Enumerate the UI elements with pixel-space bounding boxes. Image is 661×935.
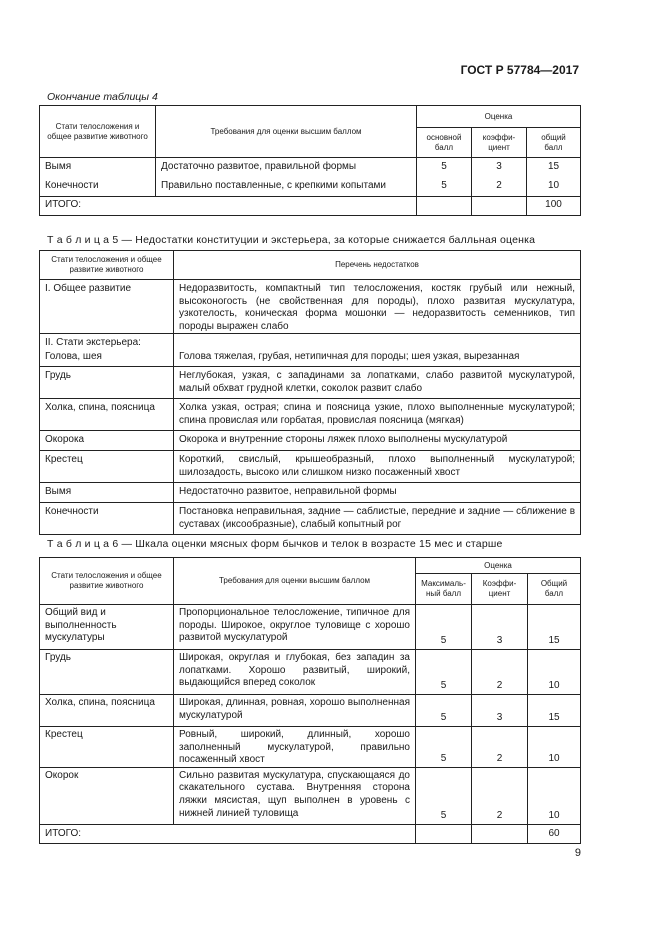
table-row-total xyxy=(40,824,581,843)
table6-header-coef: Коэффи-циент xyxy=(472,574,528,605)
table6-cell-max: 5 xyxy=(416,605,472,650)
table-row xyxy=(40,451,581,483)
table5-cell-text: Окорока и внутренние стороны ляжек плохо выполнены мускулатурой xyxy=(174,431,581,451)
table5-cell-text: Постановка неправильная, задние — саблистые, передние и задние — сближение в суставах (иксообразные), слабый копытный рог xyxy=(174,503,581,535)
table4-cell-base: 5 xyxy=(417,158,472,178)
table6-cell-name: Холка, спина, поясница xyxy=(40,695,174,727)
table5-cell-text: Короткий, свислый, крышеобразный, плохо выполненный мускулатурой; шилозадость, высоко или слишком низко посаженный хвост xyxy=(174,451,581,483)
table6-header-stati: Стати телосложения и общее развитие животного xyxy=(40,558,174,605)
table4-cell-req: Правильно поставленные, с крепкими копытами xyxy=(156,178,417,197)
table-row xyxy=(40,350,581,367)
table4-header-coef: коэффи-циент xyxy=(472,128,527,158)
table4-cell-req: Достаточно развитое, правильной формы xyxy=(156,158,417,178)
table6-cell-name: Крестец xyxy=(40,727,174,768)
table-row xyxy=(40,503,581,535)
table6 xyxy=(39,557,581,844)
table4-header-base: основной балл xyxy=(417,128,472,158)
table-row xyxy=(40,334,581,350)
table-row xyxy=(40,695,581,727)
table6-header-max: Максималь-ный балл xyxy=(416,574,472,605)
table6-cell-max: 5 xyxy=(416,727,472,768)
table-row xyxy=(40,178,581,197)
table6-cell-total: 15 xyxy=(528,605,581,650)
table6-cell-name: Общий вид и выполненность мускулатуры xyxy=(40,605,174,650)
table6-header-requirements: Требования для оценки высшим баллом xyxy=(174,558,416,605)
table6-cell-name: Грудь xyxy=(40,650,174,695)
table4-caption: Окончание таблицы 4 xyxy=(47,91,158,103)
table4-cell-total: 15 xyxy=(527,158,581,178)
table6-cell-max: 5 xyxy=(416,695,472,727)
table-row xyxy=(40,650,581,695)
table6-cell-total: 15 xyxy=(528,695,581,727)
table6-total-value: 60 xyxy=(528,824,581,843)
table4-cell-coef: 3 xyxy=(472,158,527,178)
table4-header-stati: Стати телосложения и общее развитие животного xyxy=(40,106,156,158)
table5-cell-text: Неглубокая, узкая, с западинами за лопатками, слабо развитой мускулатурой, малый обхват грудной клетки, соколок развит слабо xyxy=(174,367,581,399)
table5-cell-text: Недостаточно развитое, неправильной формы xyxy=(174,483,581,503)
table5-cell-text: Холка узкая, острая; спина и поясница узкие, плохо выполненные мускулатурой; спина провислая или горбатая, провислая поясница (мягкая) xyxy=(174,399,581,431)
table6-total-label: ИТОГО: xyxy=(40,824,416,843)
table6-header-total: Общий балл xyxy=(528,574,581,605)
table5-header-defects: Перечень недостатков xyxy=(174,251,581,280)
table4-header-total: общий балл xyxy=(527,128,581,158)
table5-cell-name: Конечности xyxy=(40,503,174,535)
table-row xyxy=(40,367,581,399)
table5-cell-name: Холка, спина, поясница xyxy=(40,399,174,431)
table-row xyxy=(40,399,581,431)
table6-cell-coef: 3 xyxy=(472,605,528,650)
table6-header-score: Оценка xyxy=(416,558,581,574)
table5-cell-name: Грудь xyxy=(40,367,174,399)
table-row xyxy=(40,767,581,824)
table-row xyxy=(40,158,581,178)
table6-cell-coef: 2 xyxy=(472,727,528,768)
table6-cell-total: 10 xyxy=(528,650,581,695)
table6-cell-req: Ровный, широкий, длинный, хорошо заполненный мускулатурой, правильно посаженный хвост xyxy=(174,727,416,768)
page-number: 9 xyxy=(574,847,581,859)
table5-cell-name: Вымя xyxy=(40,483,174,503)
table6-cell-total: 10 xyxy=(528,727,581,768)
table6-cell-max: 5 xyxy=(416,650,472,695)
table4-total-label: ИТОГО: xyxy=(40,197,417,216)
table5 xyxy=(39,250,581,535)
table4-header-requirements: Требования для оценки высшим баллом xyxy=(156,106,417,158)
table5-cell-name: Крестец xyxy=(40,451,174,483)
table-row xyxy=(40,605,581,650)
table4-header-score: Оценка xyxy=(417,106,581,128)
table4-cell-name: Вымя xyxy=(40,158,156,178)
table5-cell-name: Голова, шея xyxy=(40,350,174,367)
table6-cell-coef: 2 xyxy=(472,650,528,695)
table5-cell-name: I. Общее развитие xyxy=(40,280,174,334)
table6-cell-coef: 3 xyxy=(472,695,528,727)
table-row-total xyxy=(40,197,581,216)
table6-cell-req: Широкая, округлая и глубокая, без западин за лопатками. Хорошо развитый, широкий, выдающийся вперед соколок xyxy=(174,650,416,695)
table6-cell-req: Широкая, длинная, ровная, хорошо выполненная мускулатурой xyxy=(174,695,416,727)
table6-cell-req: Пропорциональное телосложение, типичное для породы. Широкое, округлое туловище с хорошо развитой мускулатурой xyxy=(174,605,416,650)
table4-cell-total: 10 xyxy=(527,178,581,197)
table5-cell-name: Окорока xyxy=(40,431,174,451)
table4 xyxy=(39,105,581,216)
table5-header-stati: Стати телосложения и общее развитие животного xyxy=(40,251,174,280)
table6-cell-max: 5 xyxy=(416,767,472,824)
table6-caption: Т а б л и ц а 6 — Шкала оценки мясных форм бычков и телок в возрасте 15 мес и старше xyxy=(47,538,503,550)
table4-cell-base: 5 xyxy=(417,178,472,197)
table-row xyxy=(40,431,581,451)
table6-cell-name: Окорок xyxy=(40,767,174,824)
table5-cell-name: II. Стати экстерьера: xyxy=(40,334,174,350)
table6-cell-total: 10 xyxy=(528,767,581,824)
table4-total-value: 100 xyxy=(527,197,581,216)
document-code: ГОСТ Р 57784—2017 xyxy=(460,63,579,77)
table4-cell-name: Конечности xyxy=(40,178,156,197)
table5-cell-text: Недоразвитость, компактный тип телосложения, костяк грубый или нежный, высоконогость (не свойственная для породы), плохо развитая мускулатура, узкотелость, коническая форма мошонки — недоразвитость семенников, тип породы выражен слабо xyxy=(174,280,581,334)
table6-cell-coef: 2 xyxy=(472,767,528,824)
table4-cell-coef: 2 xyxy=(472,178,527,197)
table-row xyxy=(40,280,581,334)
table-row xyxy=(40,483,581,503)
table6-cell-req: Сильно развитая мускулатура, спускающаяся до скакательного сустава. Внутренняя сторона ляжки мясистая, щуп выполнен в уровень с нижней линией туловища xyxy=(174,767,416,824)
table5-caption: Т а б л и ц а 5 — Недостатки конституции и экстерьера, за которые снижается балльная оценка xyxy=(47,234,536,246)
table5-cell-text: Голова тяжелая, грубая, нетипичная для породы; шея узкая, вырезанная xyxy=(174,350,581,367)
table-row xyxy=(40,727,581,768)
